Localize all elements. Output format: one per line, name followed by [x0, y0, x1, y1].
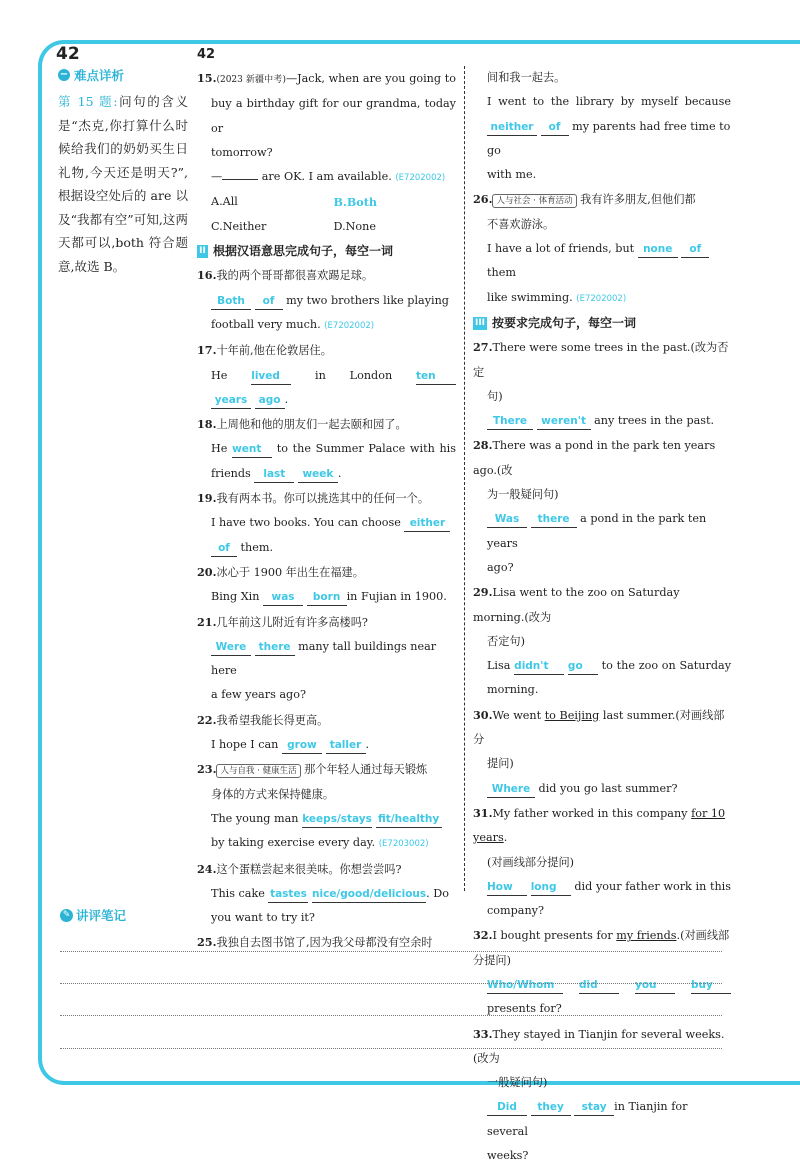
q30-en2: 提问)	[487, 757, 514, 771]
q28-en: 28.There was a pond in the park ten years ago.(改	[473, 438, 716, 477]
q25-en: I went to the library by myself because	[487, 95, 731, 109]
q27-en2: 句)	[487, 389, 503, 403]
q20-cn: 20.冰心于 1900 年出生在福建。	[197, 564, 364, 579]
page-number-mid: 42	[197, 47, 216, 62]
q15-line4: — are OK. I am available. (E7202002)	[211, 170, 446, 184]
q16-en: Both of my two brothers like playing	[197, 289, 456, 313]
q32-en: 32.I bought presents for my friends.(对画线部分提问)	[473, 928, 730, 967]
q28-en2: 为一般疑问句)	[487, 488, 559, 502]
middle-column	[197, 66, 456, 956]
q17-cn: 17.十年前,他在伦敦居住。	[197, 343, 332, 358]
q26-cn2: 不喜欢游泳。	[487, 217, 555, 231]
q20-en: Bing Xin was born in Fujian in 1900.	[197, 585, 456, 609]
analysis-body: 问句的含义是“杰克,你打算什么时候给我们的奶奶买生日礼物,今天还是明天?”,根据设空处后的 are 以及“我都有空”可知,这两天都可以,both 符合题意,故选 B。	[58, 94, 188, 274]
q29-answer: Lisa didn't go to the zoo on Saturday	[473, 654, 731, 678]
minus-circle-icon: −	[59, 69, 69, 80]
q31-en4: company?	[487, 904, 544, 918]
q21-en: Were there many tall buildings near here	[211, 639, 437, 678]
section-3-title: III 按要求完成句子，每空一词	[474, 315, 637, 330]
q16-cn: 16.我的两个哥哥都很喜欢踢足球。	[197, 268, 374, 283]
q19-cn: 19.我有两本书。你可以挑选其中的任何一个。	[197, 491, 430, 506]
q15-options-row2: C.Neither D.None	[211, 219, 376, 233]
analysis-column	[58, 66, 188, 278]
note-line[interactable]	[60, 1048, 722, 1049]
q19-en: I have two books. You can choose either	[197, 511, 456, 535]
q24-en2: you want to try it?	[211, 911, 315, 925]
q15-line1: 15.(2023 新疆中考)—Jack, when are you going to	[197, 71, 456, 85]
q15-answer: B.Both	[333, 195, 378, 210]
q22-cn: 22.我希望我能长得更高。	[197, 712, 329, 727]
q32-en3: presents for?	[487, 1002, 562, 1016]
q25-en2: neither of my parents had free time to go	[487, 119, 731, 157]
q25-cn: 25.我独自去图书馆了,因为我父母都没有空余时	[197, 935, 433, 950]
q16-en2: football very much. (E7202002)	[211, 317, 375, 331]
q26-tag: 人与社会 · 体育活动	[492, 194, 576, 208]
q22-en: I hope I can grow taller .	[197, 733, 456, 757]
q21-cn: 21.几年前这儿附近有许多高楼吗?	[197, 614, 368, 629]
right-column	[473, 66, 731, 1168]
q15-line3: tomorrow?	[211, 145, 273, 159]
q33-en4: weeks?	[487, 1149, 529, 1163]
column-divider	[464, 66, 465, 891]
q23-en2: by taking exercise every day. (E7203002)	[211, 836, 429, 850]
q24-en: This cake tastes nice/good/delicious. Do	[197, 882, 456, 906]
q31-en: 31.My father worked in this company for 10 years.	[473, 805, 726, 845]
q31-answer: How long did your father work in this	[473, 875, 731, 899]
q21-en2: a few years ago?	[211, 688, 306, 702]
q33-en: 33.They stayed in Tianjin for several weeks.(改为	[473, 1026, 725, 1065]
q15-options-row1: A.All B.Both	[197, 190, 456, 214]
q24-cn: 24.这个蛋糕尝起来很美味。你想尝尝吗?	[197, 861, 402, 876]
note-line[interactable]	[60, 951, 722, 952]
q30-en: 30.We went to Beijing last summer.(对画线部分	[473, 707, 725, 747]
q23-tag: 人与自我 · 健康生活	[216, 764, 300, 778]
q18-en2: friends last week .	[197, 462, 456, 486]
q17-en: He lived in London ten	[197, 364, 456, 388]
q29-en4: morning.	[487, 683, 539, 697]
q23-cn2: 身体的方式来保持健康。	[211, 787, 335, 801]
analysis-header	[58, 66, 188, 84]
q28-en4: ago?	[487, 560, 514, 574]
q26-en: I have a lot of friends, but none of them	[473, 237, 731, 286]
q18-cn: 18.上周他和他的朋友们一起去颐和园了。	[197, 417, 407, 432]
q27-answer: There weren't any trees in the past.	[473, 409, 731, 433]
page-number-left: 42	[56, 44, 80, 64]
q25-en3: with me.	[487, 168, 537, 182]
q33-answer: Did they stay in Tianjin for several	[487, 1100, 688, 1138]
q29-en: 29.Lisa went to the zoo on Saturday morning.(改为	[473, 585, 680, 624]
analysis-text	[58, 90, 188, 278]
q26-en2: like swimming. (E7202002)	[487, 290, 627, 304]
q28-answer: Was there a pond in the park ten years	[487, 512, 707, 550]
q25-cn2: 间和我一起去。	[487, 71, 566, 84]
note-line[interactable]	[60, 1015, 722, 1016]
q27-en: 27.There were some trees in the past.(改为否定	[473, 340, 729, 379]
q26-cn: 26. 人与社会 · 体育活动 我有许多朋友,但他们都	[473, 192, 696, 207]
q17-en2: years ago .	[197, 388, 456, 412]
q18-en: He went to the Summer Palace with his	[197, 437, 456, 461]
note-line[interactable]	[60, 983, 722, 984]
q15-line2: buy a birthday gift for our grandma, today or	[211, 97, 456, 135]
notes-circle-icon: ✎	[60, 909, 73, 922]
section-2-title: II 根据汉语意思完成句子，每空一词	[197, 239, 456, 263]
q30-answer: Where did you go last summer?	[473, 777, 731, 801]
q23-cn: 23. 人与自我 · 健康生活 那个年轻人通过每天锻炼	[197, 762, 428, 777]
q33-en2: 一般疑问句)	[487, 1076, 548, 1090]
q32-answer: Who/Whom did you buy	[473, 973, 731, 997]
notes-title: 讲评笔记	[76, 908, 127, 923]
notes-header	[60, 906, 126, 924]
analysis-label: 第 15 题:	[58, 94, 118, 109]
q31-en2: (对画线部分提问)	[487, 855, 575, 869]
analysis-title: 难点详析	[74, 68, 125, 83]
q23-en: The young man keeps/stays fit/healthy	[197, 807, 456, 831]
q29-en2: 否定句)	[487, 634, 525, 648]
q19-en2: of them.	[197, 536, 456, 560]
